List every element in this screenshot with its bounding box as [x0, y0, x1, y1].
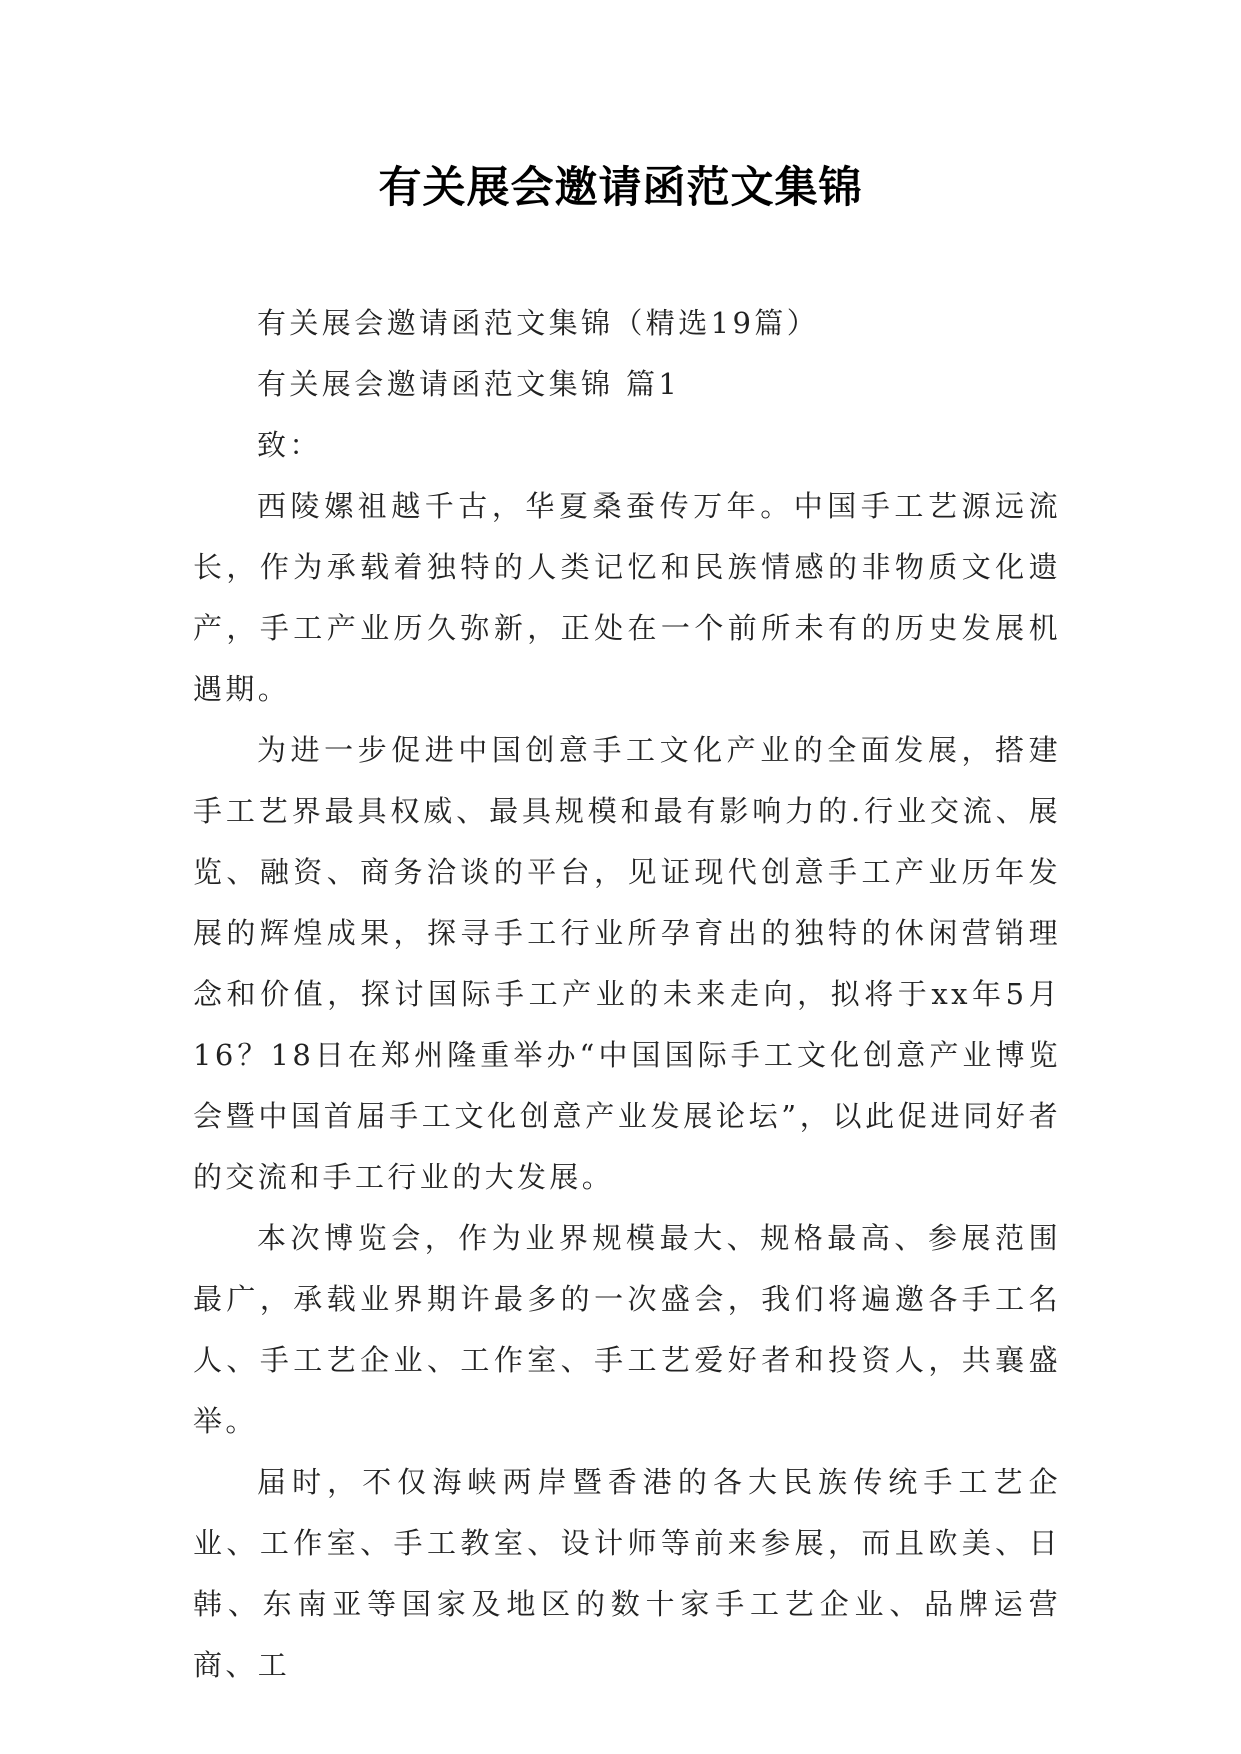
paragraph-subtitle: 有关展会邀请函范文集锦（精选19篇） — [257, 306, 820, 340]
document-body — [193, 293, 1061, 1696]
document-title: 有关展会邀请函范文集锦 — [378, 163, 863, 213]
paragraph-body: 届时，不仅海峡两岸暨香港的各大民族传统手工艺企业、工作室、手工教室、设计师等前来参展，而且欧美、日韩、东南亚等国家及地区的数十家手工艺企业、品牌运营商、工 — [193, 1465, 1061, 1682]
paragraph-body: 为进一步促进中国创意手工文化产业的全面发展，搭建手工艺界最具权威、最具规模和最有影响力的.行业交流、展览、融资、商务洽谈的平台，见证现代创意手工产业历年发展的辉煌成果，探寻手工行业所孕育出的独特的休闲营销理念和价值，探讨国际手工产业的未来走向，拟将于xx年5月16？18日在郑州隆重举办“中国国际手工文化创意产业博览会暨中国首届手工文化创意产业发展论坛”，以此促进同好者的交流和手工行业的大发展。 — [193, 733, 1061, 1194]
paragraph-section-heading: 有关展会邀请函范文集锦 篇1 — [257, 367, 681, 401]
paragraph-body: 本次博览会，作为业界规模最大、规格最高、参展范围最广，承载业界期许最多的一次盛会，我们将遍邀各手工名人、手工艺企业、工作室、手工艺爱好者和投资人，共襄盛举。 — [193, 1221, 1061, 1438]
paragraph-body: 西陵嫘祖越千古，华夏桑蚕传万年。中国手工艺源远流长，作为承载着独特的人类记忆和民族情感的非物质文化遗产，手工产业历久弥新，正处在一个前所未有的历史发展机遇期。 — [193, 489, 1061, 706]
paragraph-salutation: 致： — [257, 428, 322, 462]
